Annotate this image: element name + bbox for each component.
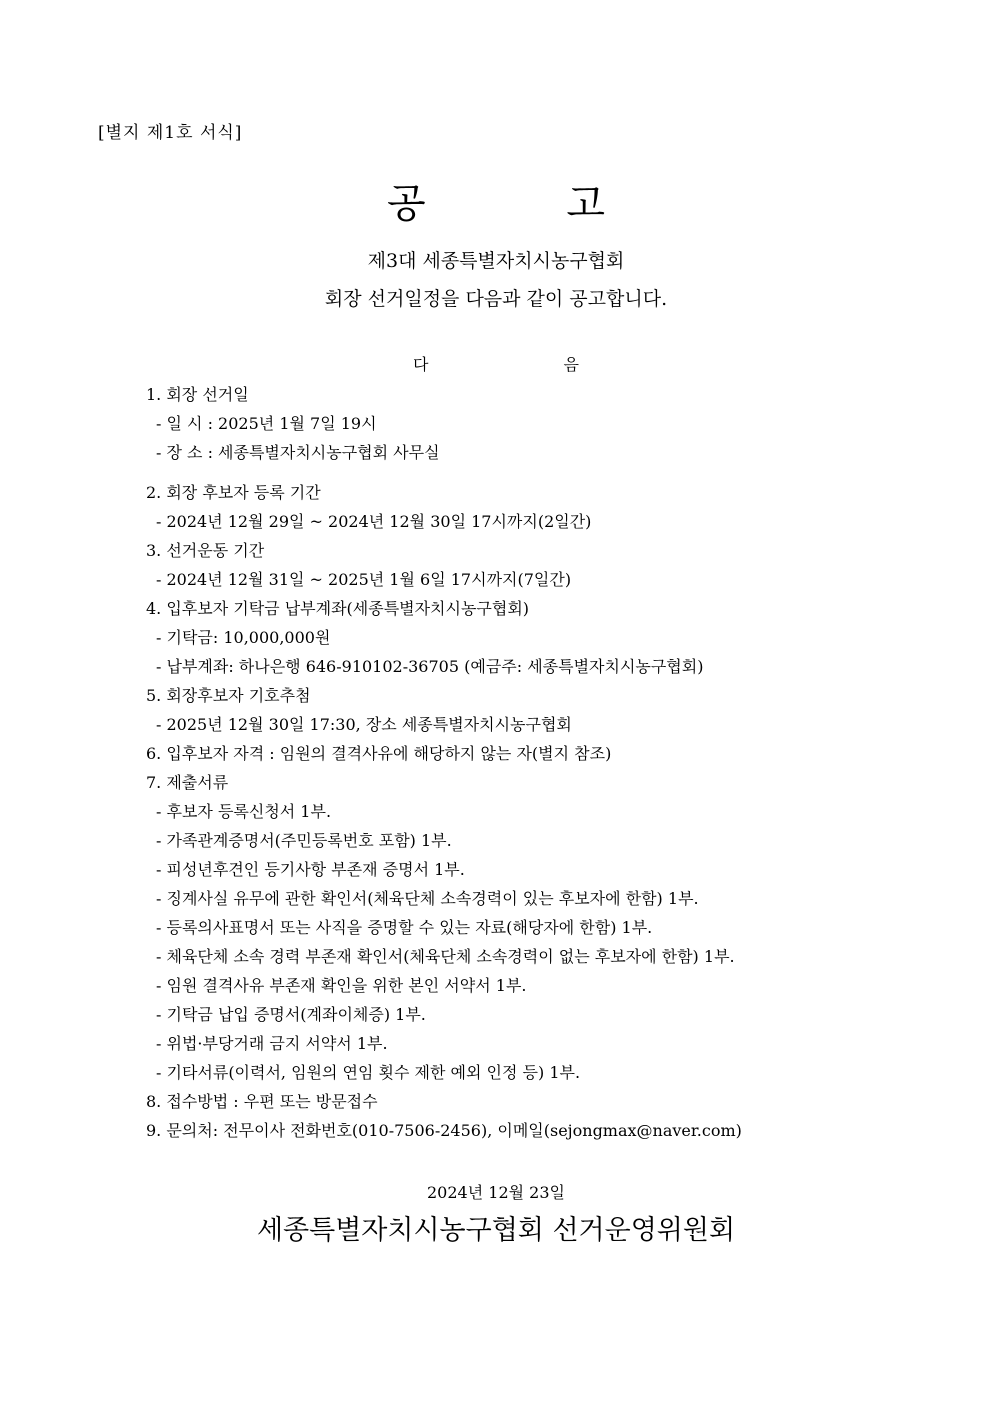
document-item: - 기타서류(이력서, 임원의 연임 횟수 제한 예외 인정 등) 1부. — [156, 1063, 581, 1082]
notice-date: 2024년 12월 23일 — [427, 1183, 565, 1202]
subtitle-line-1: 제3대 세종특별자치시농구협회 — [367, 250, 625, 272]
section-1-item: - 일 시 : 2025년 1월 7일 19시 — [156, 414, 377, 433]
section-2-title: 2. 회장 후보자 등록 기간 — [146, 483, 321, 502]
document-item: - 가족관계증명서(주민등록번호 포함) 1부. — [156, 831, 452, 850]
document-item: - 등록의사표명서 또는 사직을 증명할 수 있는 자료(해당자에 한함) 1부. — [156, 918, 653, 937]
document-item: - 체육단체 소속 경력 부존재 확인서(체육단체 소속경력이 없는 후보자에 한함) 1부. — [156, 947, 735, 966]
section-6-title: 6. 입후보자 자격 : 임원의 결격사유에 해당하지 않는 자(별지 참조) — [146, 744, 612, 763]
section-4-item: - 납부계좌: 하나은행 646-910102-36705 (예금주: 세종특별자치시농구협회) — [156, 657, 704, 676]
section-7-title: 7. 제출서류 — [146, 773, 229, 792]
section-8-title: 8. 접수방법 : 우편 또는 방문접수 — [146, 1092, 378, 1111]
section-3-item: - 2024년 12월 31일 ~ 2025년 1월 6일 17시까지(7일간) — [156, 570, 572, 589]
section-4-title: 4. 입후보자 기탁금 납부계좌(세종특별자치시농구협회) — [146, 599, 530, 618]
section-1-title: 1. 회장 선거일 — [146, 385, 249, 404]
document-item: - 임원 결격사유 부존재 확인을 위한 본인 서약서 1부. — [156, 976, 527, 995]
section-3-title: 3. 선거운동 기간 — [146, 541, 265, 560]
section-2-item: - 2024년 12월 29일 ~ 2024년 12월 30일 17시까지(2일간) — [156, 512, 592, 531]
document-item: - 피성년후견인 등기사항 부존재 증명서 1부. — [156, 860, 465, 879]
document-item: - 후보자 등록신청서 1부. — [156, 802, 332, 821]
form-label: [별지 제1호 서식] — [98, 123, 243, 143]
section-9-title: 9. 문의처: 전무이사 전화번호(010-7506-2456), 이메일(sejongmax@naver.com) — [146, 1121, 742, 1140]
page-title: 공 고 — [387, 181, 605, 227]
da-eum-heading: 다 음 — [413, 355, 579, 374]
notice-body — [146, 380, 906, 1145]
subtitle-line-2: 회장 선거일정을 다음과 같이 공고합니다. — [324, 288, 668, 310]
issuer-name: 세종특별자치시농구협회 선거운영위원회 — [256, 1215, 736, 1246]
section-5-item: - 2025년 12월 30일 17:30, 장소 세종특별자치시농구협회 — [156, 715, 572, 734]
document-item: - 기탁금 납입 증명서(계좌이체증) 1부. — [156, 1005, 426, 1024]
document-item: - 징계사실 유무에 관한 확인서(체육단체 소속경력이 있는 후보자에 한함) 1부. — [156, 889, 699, 908]
section-1-item: - 장 소 : 세종특별자치시농구협회 사무실 — [156, 443, 440, 462]
section-4-item: - 기탁금: 10,000,000원 — [156, 628, 331, 647]
section-5-title: 5. 회장후보자 기호추첨 — [146, 686, 311, 705]
document-item: - 위법·부당거래 금지 서약서 1부. — [156, 1034, 388, 1053]
